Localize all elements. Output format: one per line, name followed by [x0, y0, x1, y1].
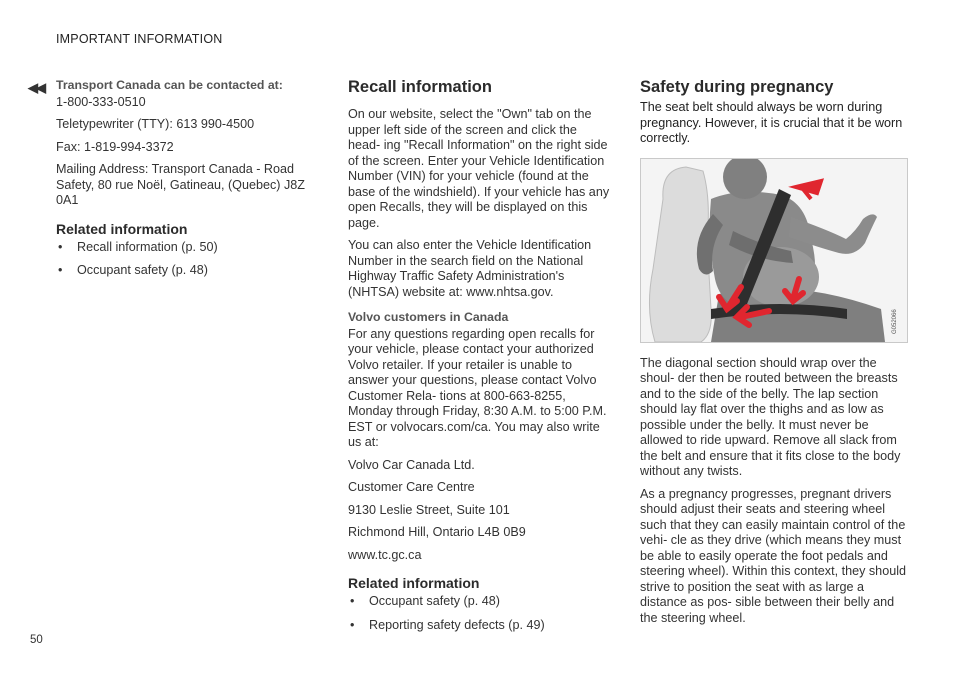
pregnancy-seatbelt-illustration: [640, 158, 908, 343]
related-info-list: [348, 594, 612, 633]
transport-canada-subheading: Transport Canada can be contacted at:: [56, 78, 283, 92]
related-link-occupant-safety[interactable]: [56, 263, 318, 279]
fax-line: Fax: 1-819-994-3372: [56, 139, 174, 154]
website-line: www.tc.gc.ca: [348, 547, 422, 562]
address-line-3: 9130 Leslie Street, Suite 101: [348, 502, 510, 517]
volvo-canada-subheading: Volvo customers in Canada: [348, 310, 509, 324]
address-line-1: Volvo Car Canada Ltd.: [348, 457, 475, 472]
pregnancy-paragraph-2: As a pregnancy progresses, pregnant drivers should adjust their seats and steering wheel such that they can easily maintain control of the vehi- cle as they drive (which means they must be able to easily operate the foot pedals and steering wheel). Within this context, they should strive to position the seat with as large a distance as pos- sible between their belly and the steering wheel.: [640, 486, 906, 625]
column-middle: [348, 78, 612, 641]
recall-paragraph-3: For any questions regarding open recalls for your vehicle, please contact your authorized Volvo retailer. If your retailer is unable to answer your questions, please contact Volvo Customer Rela- tions at 800-663-8255, Monday through Friday, 8:30 A.M. to 5:00 P.M. EST or volvocars.com/ca. You may also write us at:: [348, 326, 607, 449]
related-link-text: Recall information (p. 50): [77, 239, 218, 254]
related-info-list: [56, 240, 318, 279]
related-link-text: Occupant safety (p. 48): [369, 594, 500, 608]
pregnancy-lead-paragraph: The seat belt should always be worn during pregnancy. However, it is crucial that it be worn correctly.: [640, 100, 903, 145]
column-left: [56, 78, 318, 287]
recall-paragraph-2: You can also enter the Vehicle Identification Number in the search field on the National Highway Traffic Safety Administration's (NHTSA) website at: www.nhtsa.gov.: [348, 238, 592, 299]
seatbelt-figure-svg: [641, 159, 907, 342]
bullet: •: [350, 617, 355, 632]
related-link-text: Reporting safety defects (p. 49): [369, 617, 545, 632]
recall-information-title: Recall information: [348, 78, 492, 96]
related-link-text: Occupant safety (p. 48): [77, 263, 208, 277]
mailing-address: Mailing Address: Transport Canada - Road Safety, 80 rue Noël, Gatineau, (Quebec) J8Z 0A1: [56, 162, 305, 207]
related-info-heading: Related information: [56, 220, 188, 237]
page-number: 50: [30, 634, 43, 646]
running-header: IMPORTANT INFORMATION: [56, 32, 223, 46]
related-info-heading: Related information: [348, 575, 480, 591]
address-line-4: Richmond Hill, Ontario L4B 0B9: [348, 525, 526, 539]
recall-paragraph-1: On our website, select the "Own" tab on the upper left side of the screen and click the head- ing "Recall Information" on the right side of the screen. Enter your Vehicle Identification Number (VIN) for your vehicle (found at the base of the windshield). If your vehicle has any open Recalls, they will be displayed on this page.: [348, 107, 610, 230]
tty-line: Teletypewriter (TTY): 613 990-4500: [56, 117, 255, 131]
bullet: •: [58, 239, 63, 254]
bullet: •: [58, 263, 63, 277]
figure-code: G052066: [892, 308, 898, 334]
safety-pregnancy-title: Safety during pregnancy: [640, 78, 834, 96]
continued-marker: ◀◀: [28, 80, 44, 95]
bullet: •: [350, 594, 355, 608]
pregnancy-paragraph-1: The diagonal section should wrap over the shoul- der then be routed between the breasts and to the side of the belly. The lap section should lay flat over the thighs and as low as possible under the belly. It must never be allowed to ride upward. Remove all slack from the belt and ensure that it fits close to the body without any twists.: [640, 355, 901, 478]
address-line-2: Customer Care Centre: [348, 480, 475, 494]
related-link-recall[interactable]: [56, 240, 318, 256]
related-link-reporting-defects[interactable]: [348, 618, 612, 634]
related-link-occupant-safety[interactable]: [348, 594, 612, 610]
column-right: [640, 78, 908, 633]
phone-line: 1-800-333-0510: [56, 94, 146, 109]
